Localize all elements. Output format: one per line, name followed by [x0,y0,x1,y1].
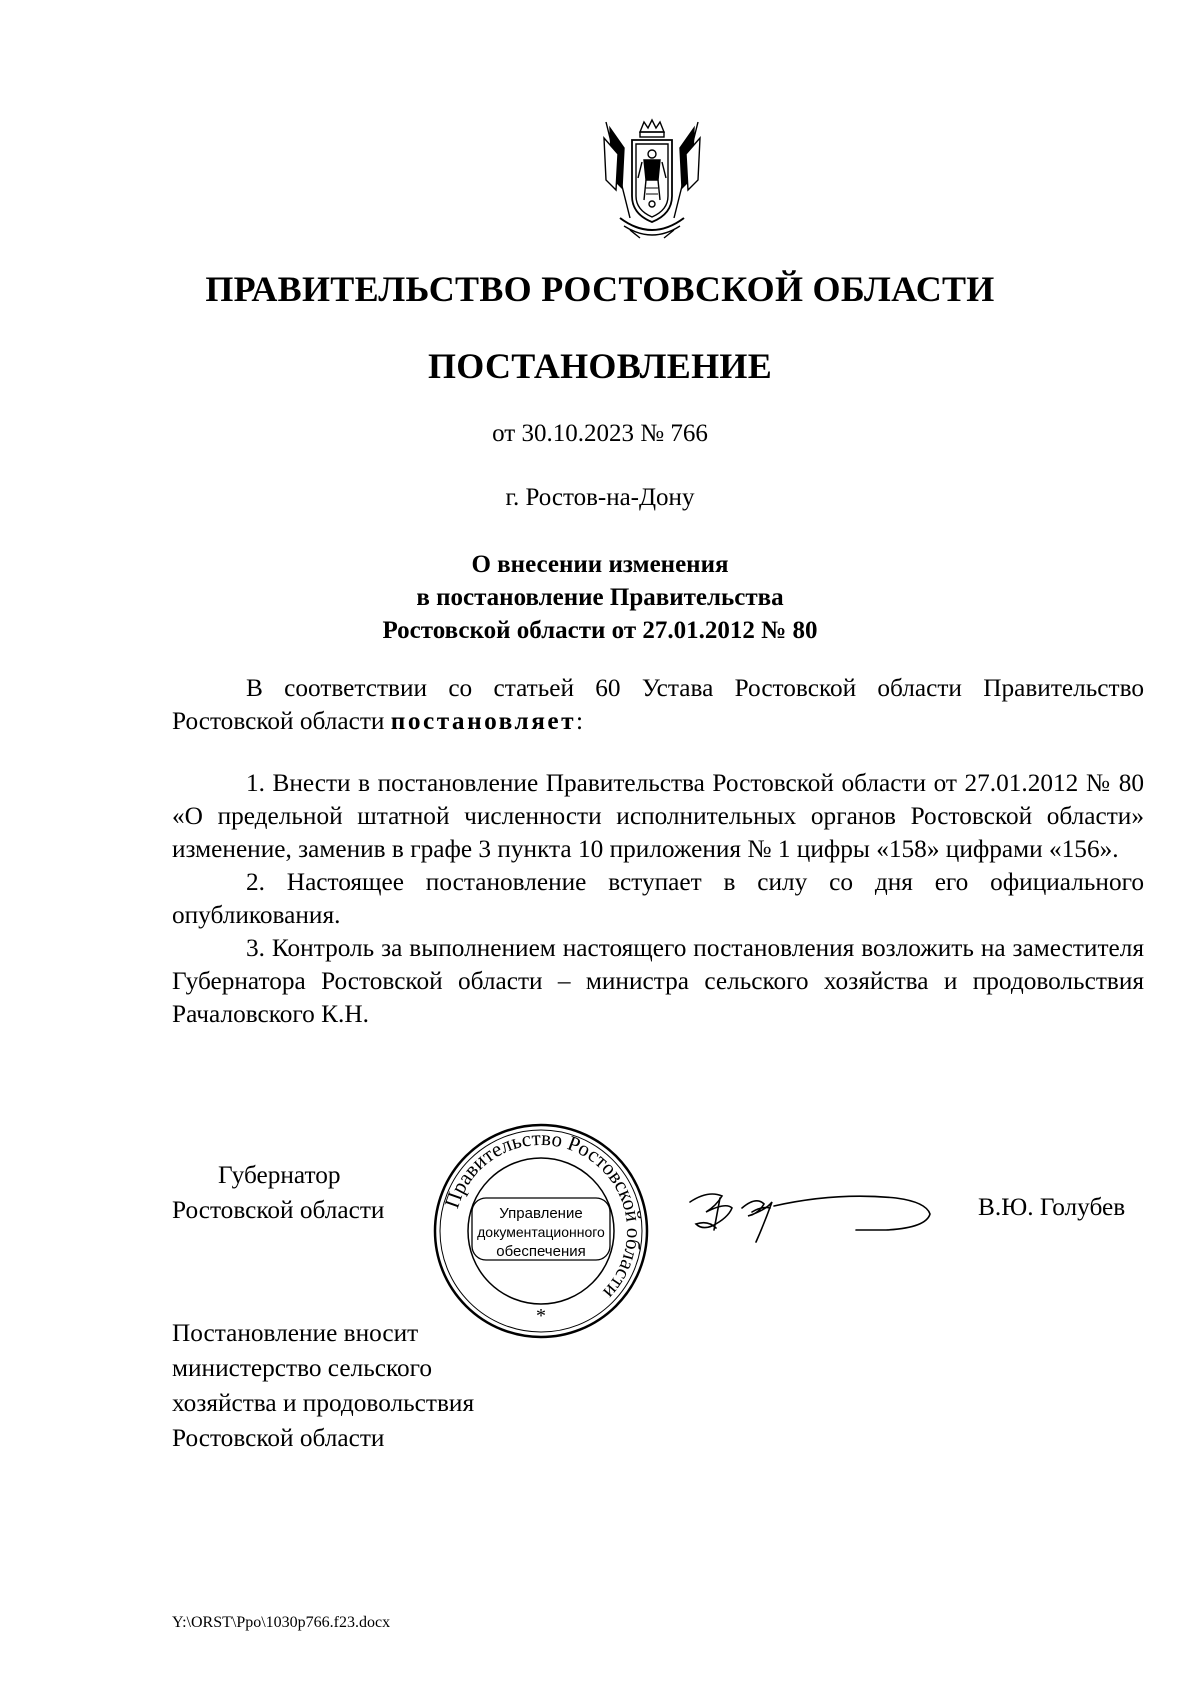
document-city: г. Ростов-на-Дону [505,484,695,511]
preamble-text: В соответствии со статьей 60 Устава Ростовской области Правительство Ростовской области [172,674,1144,735]
preamble-tail: : [576,707,584,735]
subject-line: в постановление Правительства [416,584,784,611]
subject-line: Ростовской области от 27.01.2012 № 80 [382,617,818,644]
handwritten-signature-icon [686,1184,934,1252]
seal-center-line: документационного [477,1224,605,1240]
document-date-number: от 30.10.2023 № 766 [492,420,708,447]
rostov-coat-of-arms-icon [600,118,704,240]
organization-title: ПРАВИТЕЛЬСТВО РОСТОВСКОЙ ОБЛАСТИ [205,269,995,309]
file-path-footer: Y:\ORST\Ppo\1030p766.f23.docx [172,1614,391,1631]
resolution-item: 3. Контроль за выполнением настоящего постановления возложить на заместителя Губернатора Ростовской области – министра сельского хозяйства и продовольствия Рачаловского К.Н. [172,934,1144,1028]
submitter-line: министерство сельского [172,1354,433,1382]
seal-ring-text: Правительство Ростовской области [439,1125,647,1305]
official-seal [432,1122,650,1340]
seal-star: * [536,1305,546,1327]
document-type-title: ПОСТАНОВЛЕНИЕ [427,346,773,386]
signatory-name: В.Ю. Голубев [978,1193,1126,1221]
submitter-line: хозяйства и продовольствия [172,1389,475,1417]
seal-center-line: Управление [499,1205,583,1222]
resolution-item: 1. Внести в постановление Правительства Ростовской области от 27.01.2012 № 80 «О предельной штатной численности исполнительных органов Ростовской области» изменение, заменив в графе 3 пункта 10 приложения № 1 цифры «158» цифрами «156». [172,769,1144,863]
submitter-note [172,1316,474,1456]
document-subject [0,548,1200,647]
preamble-paragraph [172,672,1144,738]
signatory-position-line: Ростовской области [172,1196,385,1224]
submitter-line: Ростовской области [172,1424,385,1452]
resolution-items [172,767,1144,1031]
resolution-item: 2. Настоящее постановление вступает в силу со дня его официального опубликования. [172,868,1144,929]
signatory-position [172,1158,384,1228]
seal-center-line: обеспечения [496,1243,586,1260]
subject-line: О внесении изменения [471,551,729,578]
preamble-emphasis: постановляет [390,707,577,735]
submitter-line: Постановление вносит [172,1319,419,1347]
signatory-position-line: Губернатор [218,1161,341,1189]
